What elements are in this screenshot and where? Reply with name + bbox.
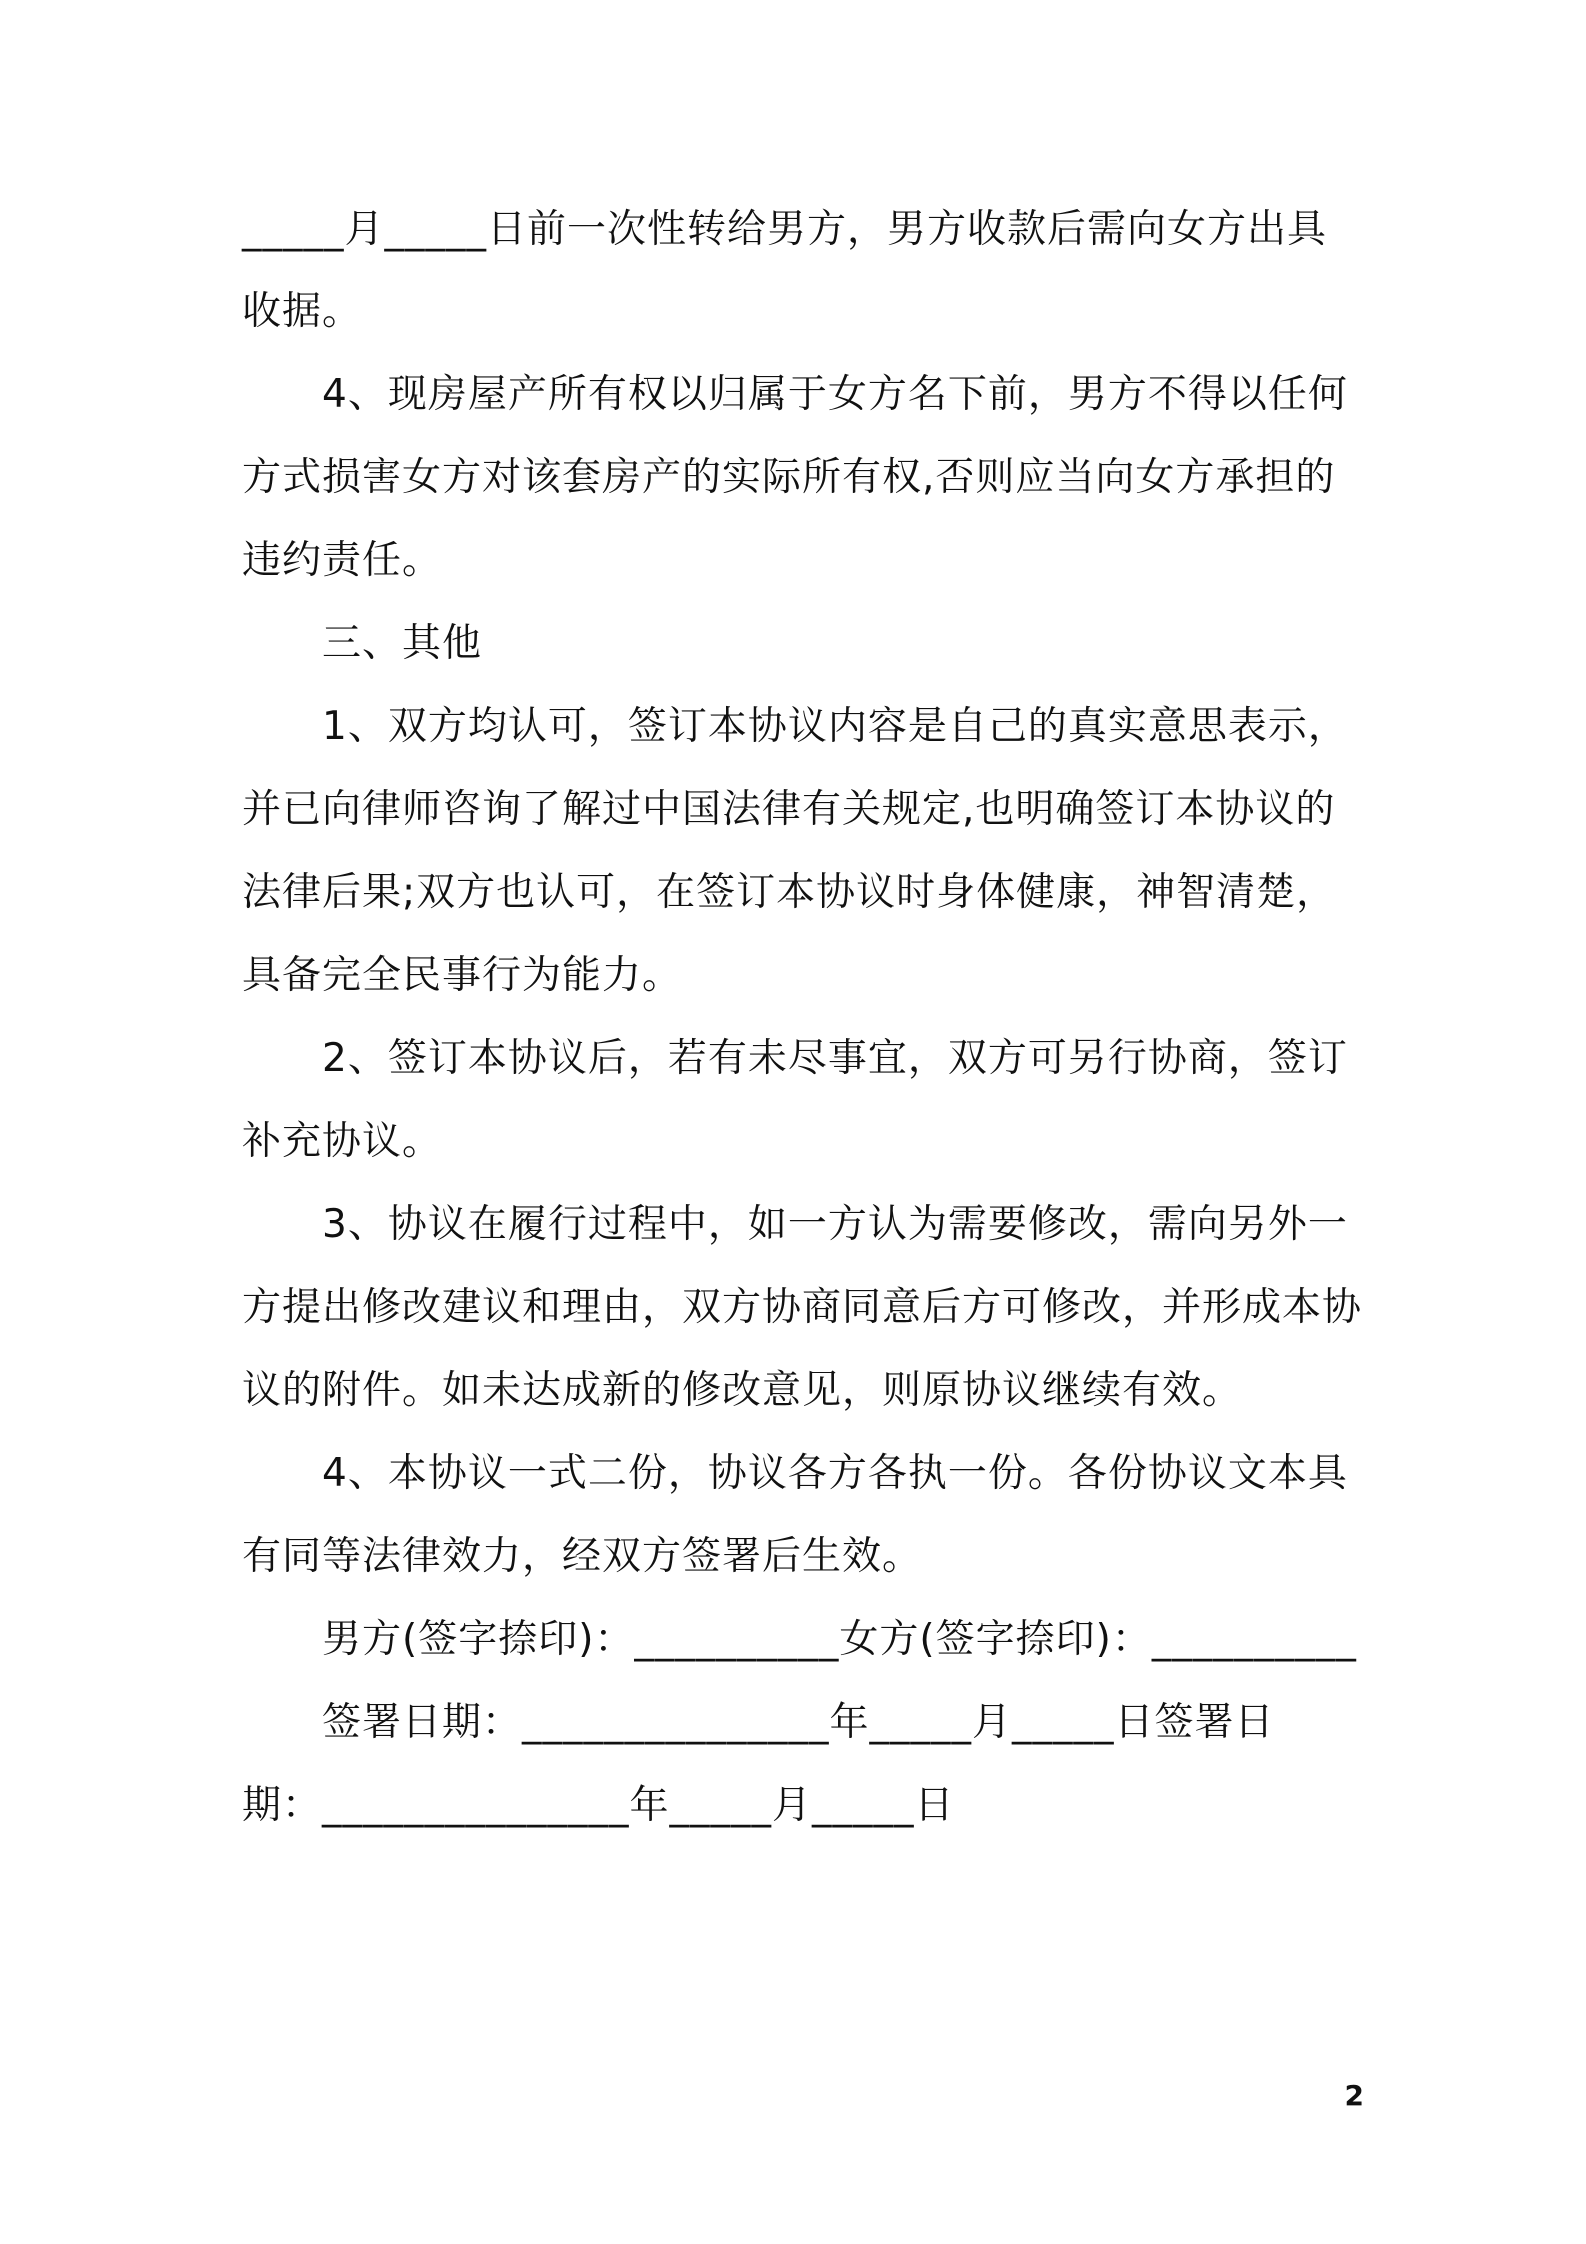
text-line-8: 并已向律师咨询了解过中国法律有关规定,也明确签订本协议的 — [242, 787, 1336, 832]
text-line-3: 4、现房屋产所有权以归属于女方名下前，男方不得以任何 — [322, 372, 1348, 417]
text-line-10: 具备完全民事行为能力。 — [242, 953, 683, 998]
section-heading: 三、其他 — [322, 621, 483, 666]
text-line-13: 3、协议在履行过程中，如一方认为需要修改，需向另外一 — [322, 1202, 1348, 1247]
text-line-9: 法律后果;双方也认可，在签订本协议时身体健康，神智清楚， — [242, 870, 1337, 915]
text-line-2: 收据。 — [242, 289, 363, 334]
text-line-4: 方式损害女方对该套房产的实际所有权,否则应当向女方承担的 — [242, 455, 1336, 500]
date-line: 签署日期：_______________年_____月_____日签署日 — [322, 1700, 1275, 1745]
signature-line: 男方(签字捺印)：__________女方(签字捺印)：__________ — [322, 1617, 1357, 1662]
text-line-16: 4、本协议一式二份，协议各方各执一份。各份协议文本具 — [322, 1451, 1348, 1496]
date-line-continued: 期：_______________年_____月_____日 — [242, 1783, 955, 1828]
text-line-12: 补充协议。 — [242, 1119, 443, 1164]
text-line-17: 有同等法律效力，经双方签署后生效。 — [242, 1534, 923, 1579]
text-line-14: 方提出修改建议和理由，双方协商同意后方可修改，并形成本协 — [242, 1285, 1363, 1330]
text-line-11: 2、签订本协议后，若有未尽事宜，双方可另行协商，签订 — [322, 1036, 1348, 1081]
page-number: 2 — [1344, 2079, 1364, 2112]
text-line-5: 违约责任。 — [242, 538, 443, 583]
text-line-7: 1、双方均认可，签订本协议内容是自己的真实意思表示， — [322, 704, 1348, 749]
text-line-15: 议的附件。如未达成新的修改意见，则原协议继续有效。 — [242, 1368, 1243, 1413]
text-line-1: _____月_____日前一次性转给男方，男方收款后需向女方出具 — [242, 207, 1328, 252]
